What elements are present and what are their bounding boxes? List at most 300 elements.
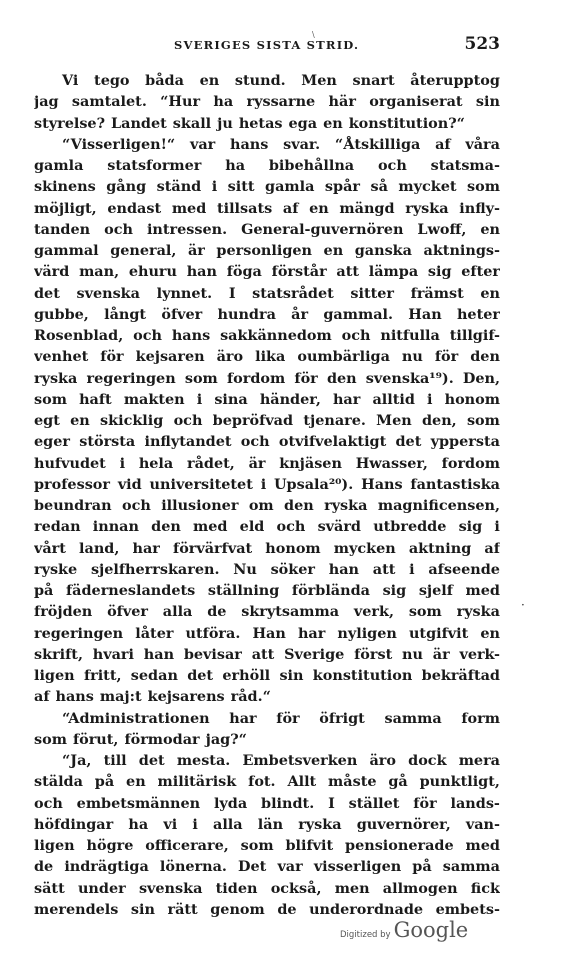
- word: sig: [427, 263, 452, 281]
- word: verk,: [353, 603, 394, 621]
- word: sedan: [130, 667, 178, 684]
- word: hetas: [238, 114, 283, 132]
- word: för: [276, 709, 300, 727]
- digitization-watermark: [340, 918, 468, 942]
- word: sin: [279, 667, 304, 684]
- word: visserligen: [313, 858, 402, 876]
- word: i: [409, 560, 415, 578]
- stray-ink-mark: ·: [521, 598, 525, 612]
- word: och: [173, 412, 203, 429]
- word: vi: [163, 815, 178, 833]
- word: dock: [408, 752, 447, 769]
- word: öfrigt: [319, 709, 365, 727]
- word: blifvit: [285, 837, 334, 854]
- word: nitfulla: [380, 327, 440, 344]
- word: skicklig: [100, 412, 164, 429]
- text-line: [34, 410, 500, 431]
- word: embetsmännen: [76, 794, 201, 812]
- word: lynnet.: [156, 284, 213, 302]
- word: sig: [382, 582, 407, 599]
- text-line: [34, 729, 500, 750]
- word: en: [199, 72, 220, 89]
- word: lönerna.: [159, 858, 227, 876]
- word: land,: [79, 539, 120, 557]
- text-line: [34, 771, 500, 792]
- word: till: [103, 752, 127, 769]
- word: Hans: [361, 475, 403, 493]
- word: lands-: [450, 794, 500, 812]
- word: den,: [421, 412, 457, 429]
- word: statsformer: [107, 157, 202, 174]
- word: i: [260, 475, 267, 493]
- word: eger: [34, 433, 70, 451]
- word: som: [467, 178, 500, 196]
- word: intressen.: [146, 220, 228, 238]
- word: skinens: [34, 178, 96, 196]
- word: äro: [216, 348, 244, 366]
- word: våra: [465, 135, 500, 153]
- word: i: [427, 390, 433, 408]
- text-line: [34, 750, 500, 771]
- word: Han: [252, 624, 286, 642]
- word: otvifvelaktigt: [278, 433, 387, 451]
- word: innan: [92, 518, 139, 536]
- word: alla: [162, 603, 193, 621]
- word: äro: [369, 752, 396, 769]
- word: sitt: [227, 178, 255, 196]
- word: snart: [352, 72, 395, 89]
- text-line: [34, 835, 500, 856]
- word: tanden: [34, 220, 91, 238]
- word: är: [248, 454, 266, 472]
- word: afseende: [428, 560, 500, 578]
- text-line: [34, 283, 500, 304]
- word: som: [34, 390, 67, 408]
- word: en: [480, 220, 500, 238]
- word: en: [323, 242, 344, 259]
- word: ha: [225, 157, 246, 174]
- text-line: [34, 793, 500, 814]
- word: skall: [172, 114, 212, 132]
- word: föga: [226, 263, 262, 281]
- word: hvari: [92, 645, 134, 663]
- word: sig: [458, 518, 483, 536]
- word: svenska: [138, 879, 203, 897]
- word: ställning: [207, 582, 280, 599]
- word: är: [187, 242, 205, 259]
- word: skrift,: [34, 645, 83, 663]
- word: Rosenblad,: [34, 327, 124, 344]
- word: “Administrationen: [62, 709, 210, 727]
- word: honom: [265, 539, 321, 557]
- word: utbredde: [373, 518, 447, 536]
- word: tjenare.: [303, 412, 366, 429]
- word: Nu: [233, 560, 257, 578]
- word: i: [192, 815, 198, 833]
- word: för: [294, 369, 318, 387]
- text-line: [34, 474, 500, 495]
- word: jag: [34, 93, 59, 111]
- text-line: [34, 708, 500, 729]
- word: vårt: [34, 539, 66, 557]
- text-line: [34, 623, 500, 644]
- word: fot.: [248, 773, 276, 791]
- word: nu: [402, 645, 423, 663]
- word: hans: [171, 327, 211, 344]
- word: har: [332, 390, 361, 408]
- word: i: [494, 518, 500, 536]
- word: af: [484, 539, 500, 557]
- word: att: [372, 560, 396, 578]
- word: att: [336, 263, 360, 281]
- word: rätt: [167, 900, 198, 918]
- word: van-: [465, 815, 500, 833]
- word: nu: [401, 348, 423, 366]
- word: sjelfherrskaren.: [90, 560, 220, 578]
- word: gammal.: [323, 305, 394, 323]
- text-line: [34, 134, 500, 155]
- word: mycken: [333, 539, 396, 557]
- word: styrelse?: [34, 114, 106, 132]
- word: professor: [34, 475, 110, 493]
- word: fäderneslandets: [65, 582, 196, 599]
- word: i: [119, 454, 126, 472]
- word: samma: [442, 858, 500, 876]
- word: hufvudet: [34, 454, 106, 472]
- word: låter: [135, 624, 174, 642]
- word: General-guvernören: [241, 220, 404, 238]
- word: ligen: [34, 837, 75, 854]
- word: af: [34, 688, 50, 706]
- word: återupptog: [410, 72, 500, 89]
- word: makten: [123, 390, 185, 408]
- word: ryske: [34, 560, 78, 578]
- text-line: [34, 219, 500, 240]
- word: den: [326, 369, 357, 387]
- word: stund.: [234, 72, 286, 89]
- word: af: [435, 135, 451, 153]
- word: honom: [444, 390, 500, 408]
- word: regeringen: [34, 624, 124, 642]
- word: har: [297, 624, 326, 642]
- word: en: [70, 412, 90, 429]
- word: lyda: [213, 794, 248, 812]
- word: fröjden: [34, 603, 93, 621]
- running-title: SVERIGES SISTA STRID.: [174, 38, 360, 52]
- word: men: [334, 879, 370, 897]
- word: i: [196, 390, 203, 408]
- word: haft: [79, 390, 112, 408]
- word: bekräftad: [421, 667, 500, 684]
- text-line: [34, 665, 500, 686]
- word: sin: [130, 900, 155, 918]
- word: och: [133, 327, 162, 344]
- word: maj:t: [99, 688, 142, 706]
- word: Den,: [462, 369, 500, 387]
- word: förmodar: [124, 730, 200, 748]
- text-line: [34, 856, 500, 877]
- word: yppersta: [430, 433, 500, 451]
- google-logo: Google: [393, 918, 469, 942]
- word: en: [323, 114, 343, 132]
- word: ha: [213, 93, 234, 111]
- word: inflytandet: [144, 433, 232, 451]
- word: sitter: [350, 284, 395, 302]
- word: erhöll: [222, 667, 271, 684]
- word: gå: [388, 773, 408, 791]
- word: bepröfvad: [212, 412, 294, 429]
- word: ryska: [298, 815, 342, 833]
- word: en: [126, 773, 146, 791]
- word: officerare,: [145, 837, 229, 854]
- body-text: [34, 70, 500, 920]
- word: infly-: [459, 199, 500, 217]
- word: öfver: [161, 305, 203, 323]
- word: alltid: [372, 390, 415, 408]
- word: samma: [384, 709, 442, 727]
- text-line: [34, 814, 500, 835]
- word: stället: [348, 794, 400, 812]
- word: bibehållna: [268, 157, 355, 174]
- word: Sverige: [284, 645, 345, 663]
- word: aktnings-: [423, 242, 500, 259]
- word: gamla: [34, 157, 84, 174]
- word: ryska: [34, 369, 78, 387]
- word: tillsats: [216, 199, 273, 217]
- word: regeringen: [86, 369, 176, 387]
- word: kejsaren: [135, 348, 205, 366]
- word: allmogen: [382, 879, 458, 897]
- word: endast: [107, 199, 162, 217]
- word: på: [34, 582, 54, 599]
- word: utföra.: [185, 624, 241, 642]
- word: aktning: [408, 539, 472, 557]
- word: att: [251, 645, 275, 663]
- word: sjelf: [418, 582, 453, 599]
- word: “Åtskilliga: [334, 135, 421, 153]
- word: indrägtiga: [64, 858, 149, 876]
- word: ryska: [405, 199, 449, 217]
- word: “Ja,: [62, 752, 92, 769]
- word: hundra: [217, 305, 276, 323]
- word: rådet,: [187, 454, 235, 472]
- word: och: [34, 794, 63, 812]
- word: med: [193, 518, 228, 536]
- word: merendels: [34, 900, 119, 918]
- word: svenska: [76, 284, 140, 302]
- word: Landet: [111, 114, 167, 132]
- word: gamla: [265, 178, 315, 196]
- word: är: [432, 645, 450, 663]
- word: med: [465, 837, 500, 854]
- page-number: 523: [464, 34, 500, 54]
- word: embets-: [435, 900, 500, 918]
- word: båda: [145, 72, 184, 89]
- word: af: [282, 199, 299, 217]
- word: “Hur: [160, 93, 201, 111]
- word: Embetsverken: [242, 752, 358, 769]
- word: svenska¹⁹).: [365, 369, 454, 387]
- word: för: [100, 348, 124, 366]
- word: råd.“: [230, 688, 271, 706]
- text-line: [34, 113, 500, 134]
- word: han: [186, 263, 217, 281]
- word: mängd: [339, 199, 395, 217]
- word: skrytsamma: [241, 603, 340, 621]
- word: och: [276, 518, 306, 536]
- word: personligen: [216, 242, 312, 259]
- word: mycket: [398, 178, 457, 196]
- word: I: [228, 284, 236, 302]
- text-line: [34, 453, 500, 474]
- word: fordom: [441, 454, 500, 472]
- word: genom: [210, 900, 265, 918]
- word: fantastiska: [410, 475, 500, 493]
- word: som: [184, 369, 218, 387]
- word: det: [34, 284, 60, 302]
- word: som: [466, 412, 500, 429]
- word: general,: [110, 242, 177, 259]
- word: underordnade: [309, 900, 424, 918]
- word: mesta.: [176, 752, 231, 769]
- word: och: [104, 220, 133, 238]
- word: en: [480, 624, 500, 642]
- word: som: [34, 730, 67, 748]
- word: på: [94, 773, 115, 791]
- word: tiden: [215, 879, 258, 897]
- word: Han: [408, 305, 442, 323]
- word: beundran: [34, 497, 112, 514]
- word: han: [328, 560, 359, 578]
- word: för: [413, 794, 437, 812]
- word: förvärfvat: [173, 539, 253, 557]
- word: “Visserligen!“: [62, 135, 176, 153]
- text-line: [34, 155, 500, 176]
- word: ligen: [34, 667, 75, 684]
- word: söker: [270, 560, 315, 578]
- word: guvernörer,: [356, 815, 451, 833]
- word: främst: [410, 284, 464, 302]
- word: de: [34, 858, 54, 876]
- word: som: [408, 603, 442, 621]
- text-line: [34, 538, 500, 559]
- text-line: [34, 899, 500, 920]
- text-line: [34, 240, 500, 261]
- word: Det: [238, 858, 267, 876]
- running-head: [34, 34, 500, 56]
- text-line: [34, 304, 500, 325]
- text-line: [34, 346, 500, 367]
- text-line: [34, 878, 500, 899]
- word: öfver: [107, 603, 148, 621]
- word: var: [277, 858, 303, 876]
- word: hans: [55, 688, 94, 706]
- word: ehuru: [128, 263, 177, 281]
- word: län: [257, 815, 284, 833]
- word: jag?“: [205, 730, 247, 748]
- word: eld: [239, 518, 265, 536]
- text-line: [34, 325, 500, 346]
- word: spår: [324, 178, 360, 196]
- word: punktligt,: [419, 773, 500, 791]
- word: förut,: [72, 730, 119, 748]
- word: hans: [230, 135, 269, 153]
- word: här: [328, 93, 356, 111]
- word: militärisk: [157, 773, 237, 791]
- word: det: [187, 667, 214, 684]
- word: man,: [79, 263, 120, 281]
- word: efter: [461, 263, 500, 281]
- word: hela: [138, 454, 174, 472]
- word: och: [121, 497, 151, 514]
- word: med: [171, 199, 207, 217]
- word: och: [341, 327, 371, 344]
- word: ega: [288, 114, 318, 132]
- text-line: [34, 91, 500, 112]
- text-line: [34, 644, 500, 665]
- word: Allt: [287, 773, 317, 791]
- word: venhet: [34, 348, 89, 366]
- word: Men: [376, 412, 412, 429]
- word: år: [291, 305, 309, 323]
- word: det: [395, 433, 422, 451]
- word: Upsala²⁰).: [274, 475, 354, 493]
- word: heter: [456, 305, 500, 323]
- word: värd: [34, 263, 70, 281]
- word: först: [354, 645, 393, 663]
- word: under: [77, 879, 126, 897]
- word: har: [132, 539, 160, 557]
- word: sätt: [34, 879, 65, 897]
- word: illusioner: [161, 497, 239, 514]
- text-line: [34, 261, 500, 282]
- text-line: [34, 431, 500, 452]
- word: Hwasser,: [355, 454, 428, 472]
- word: form: [461, 709, 500, 727]
- word: och: [240, 433, 270, 451]
- word: måste: [328, 773, 377, 791]
- word: de: [277, 900, 297, 918]
- word: förblända: [291, 582, 370, 599]
- text-line: [34, 686, 500, 707]
- word: gubbe,: [34, 305, 89, 323]
- word: sin: [475, 93, 500, 111]
- word: alla: [213, 815, 243, 833]
- word: konstitution?“: [348, 114, 465, 132]
- word: konstitution: [312, 667, 413, 684]
- stray-tick-mark: \: [312, 30, 315, 39]
- word: tego: [94, 72, 130, 89]
- word: gammal: [34, 242, 99, 259]
- word: svärd: [317, 518, 361, 536]
- word: fordom: [226, 369, 286, 387]
- word: gång: [106, 178, 147, 196]
- word: möjligt,: [34, 199, 97, 217]
- text-line: [34, 70, 500, 91]
- word: ryska: [456, 603, 500, 621]
- word: den: [284, 497, 314, 514]
- word: om: [248, 497, 274, 514]
- word: sakkännedom: [220, 327, 332, 344]
- word: ryssarne: [246, 93, 316, 111]
- word: organiserat: [369, 93, 463, 111]
- word: så: [370, 178, 388, 196]
- word: högre: [86, 837, 134, 854]
- word: förstår: [271, 263, 327, 281]
- word: fritt,: [83, 667, 122, 684]
- word: den: [470, 348, 500, 366]
- text-line: [34, 368, 500, 389]
